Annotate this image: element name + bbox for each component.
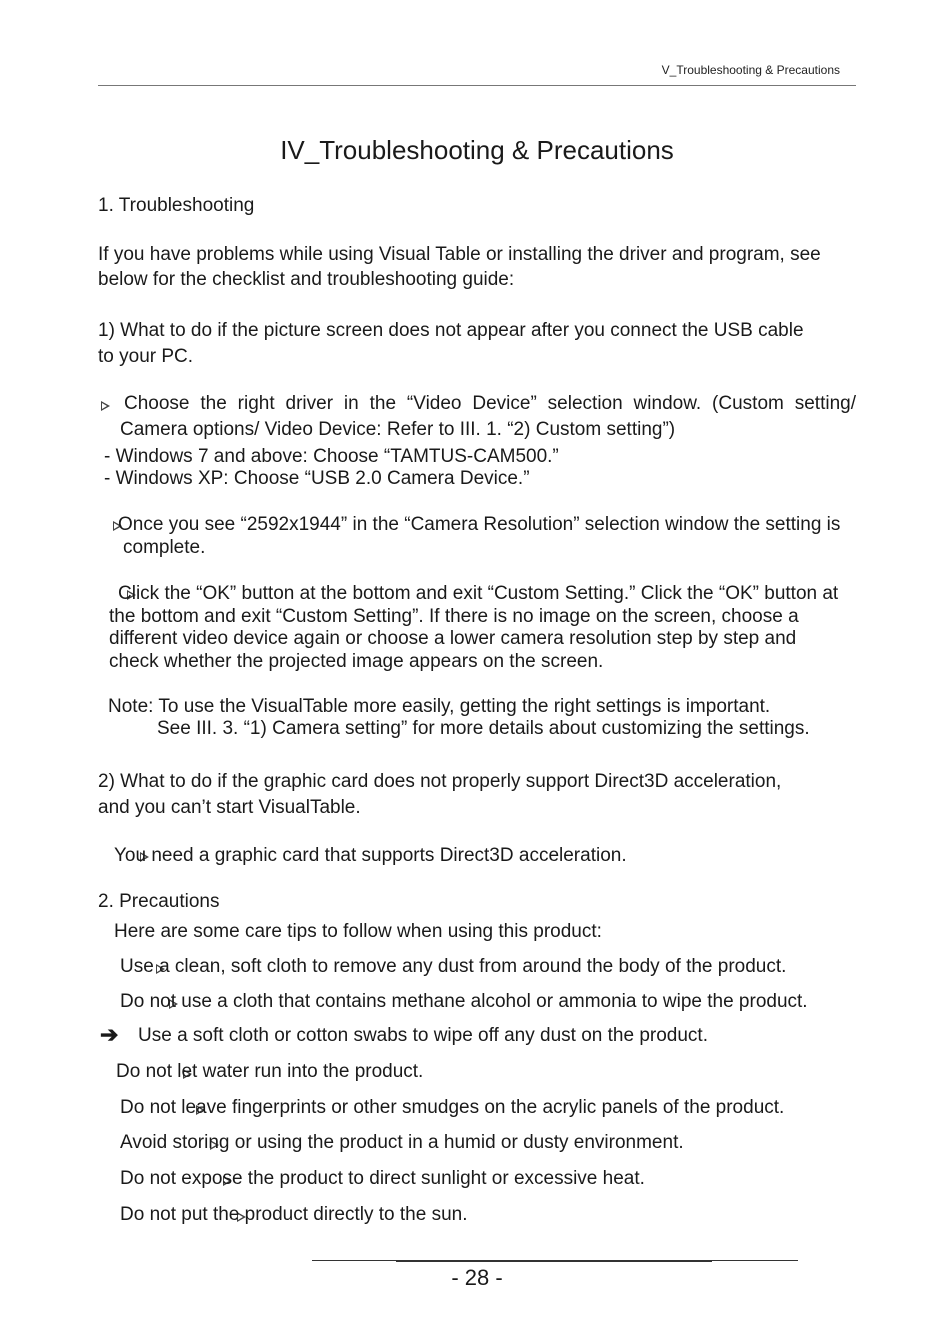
bullet-resolution-line-2: complete.	[123, 537, 206, 558]
question-1-line-1: 1) What to do if the picture screen does not appear after you connect the USB cable	[98, 320, 804, 341]
os-windowsxp: - Windows XP: Choose “USB 2.0 Camera Device.”	[104, 468, 530, 489]
bullet-resolution-line-1: Once you see “2592x1944” in the “Camera Resolution” selection window the setting is	[118, 514, 841, 535]
footer-divider-accent	[396, 1260, 712, 1262]
precautions-intro: Here are some care tips to follow when using this product:	[114, 921, 602, 942]
question-1-line-2: to your PC.	[98, 346, 194, 367]
section-heading-troubleshooting: 1. Troubleshooting	[98, 195, 255, 216]
bullet-ok-line-4: check whether the projected image appears on the screen.	[109, 651, 604, 672]
note-line-2: See III. 3. “1) Camera setting” for more details about customizing the settings.	[157, 718, 810, 739]
page-number: - 28 -	[451, 1265, 503, 1290]
right-arrow-icon: ➔	[100, 1022, 119, 1047]
question-2-line-2: and you can’t start VisualTable.	[98, 797, 361, 818]
page-title: IV_Troubleshooting & Precautions	[280, 135, 674, 165]
precaution-item: Avoid storing or using the product in a humid or dusty environment.	[120, 1132, 684, 1153]
precaution-item: Do not expose the product to direct sunlight or excessive heat.	[120, 1168, 645, 1189]
precaution-item: Do not use a cloth that contains methane alcohol or ammonia to wipe the product.	[120, 991, 808, 1012]
question-2-line-1: 2) What to do if the graphic card does not properly support Direct3D acceleration,	[98, 771, 782, 792]
precaution-item: Use a clean, soft cloth to remove any dust from around the body of the product.	[120, 956, 787, 977]
bullet-ok-line-1: Click the “OK” button at the bottom and exit “Custom Setting.” Click the “OK” button at	[118, 583, 839, 604]
precaution-item: Use a soft cloth or cotton swabs to wipe off any dust on the product.	[138, 1025, 708, 1046]
bullet-ok-line-2: the bottom and exit “Custom Setting”. If there is no image on the screen, choose a	[109, 606, 799, 627]
header-divider	[98, 85, 856, 86]
os-windows7: - Windows 7 and above: Choose “TAMTUS-CAM500.”	[104, 446, 559, 467]
intro-line-1: If you have problems while using Visual Table or installing the driver and program, see	[98, 244, 821, 265]
bullet-driver-line-2: Camera options/ Video Device: Refer to III. 1. “2) Custom setting”)	[120, 419, 676, 440]
triangle-bullet-icon	[101, 401, 110, 411]
precaution-item: Do not put the product directly to the sun.	[120, 1204, 468, 1225]
precaution-item: Do not leave fingerprints or other smudges on the acrylic panels of the product.	[120, 1097, 785, 1118]
note-line-1: Note: To use the VisualTable more easily, getting the right settings is important.	[108, 696, 771, 717]
section-heading-precautions: 2. Precautions	[98, 891, 220, 912]
precaution-item: Do not let water run into the product.	[116, 1061, 424, 1082]
intro-line-2: below for the checklist and troubleshooting guide:	[98, 269, 515, 290]
bullet-ok-line-3: different video device again or choose a lower camera resolution step by step and	[109, 628, 797, 649]
bullet-direct3d: You need a graphic card that supports Direct3D acceleration.	[114, 845, 627, 866]
running-header: V_Troubleshooting & Precautions	[661, 63, 840, 77]
bullet-driver-line-1: Choose the right driver in the “Video Device” selection window. (Custom setting/	[124, 393, 856, 414]
